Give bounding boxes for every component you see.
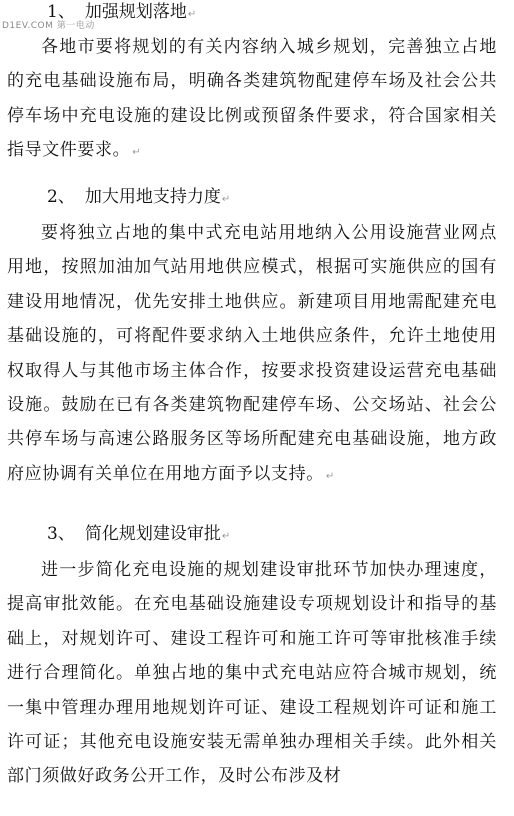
paragraph-mark-icon: ↵ [221,194,231,205]
section-2-title: 加大用地支持力度 [84,187,221,207]
section-1-text: 各地市要将规划的有关内容纳入城乡规划，完善独立占地的充电基础设施布局，明确各类建筑物配建停车场及社会公共停车场中充电设施的建设比例或预留条件要求，符合国家相关指导文件要求。 [7,37,497,161]
paragraph-mark-icon: ↵ [325,470,335,482]
section-3-title: 简化规划建设审批 [84,524,221,544]
section-2-text: 要将独立占地的集中式充电站用地纳入公用设施营业网点用地，按照加油加气站用地供应模式，根据可实施供应的国有建设用地情况，优先安排土地供应。新建项目用地需配建充电基础设施的，可将配件要求纳入土地供应条件，允许土地使用权取得人与其他市场主体合作，按要求投资建设运营充电基础设施。鼓励在已有各类建筑物配建停车场、公交场站、社会公共停车场与高速公路服务区等场所配建充电基础设施，地方政府应协调有关单位在用地方面予以支持。 [7,223,497,484]
paragraph-mark-icon: ↵ [187,9,197,20]
section-2-heading [47,186,230,211]
section-1-paragraph [7,30,497,171]
section-2-paragraph [7,216,497,494]
section-3-paragraph [7,553,497,794]
section-1-heading [47,1,196,26]
section-3-number: 3、 [47,524,75,544]
section-2-number: 2、 [47,187,75,207]
paragraph-mark-icon: ↵ [132,147,142,159]
section-1-title: 加强规划落地 [84,2,187,22]
watermark: D1EV.COM 第一电动 [2,21,95,31]
section-3-text: 进一步简化充电设施的规划建设审批环节加快办理速度，提高审批效能。在充电基础设施建设专项规划设计和指导的基础上，对规划许可、建设工程许可和施工许可等审批核准手续进行合理简化。单独占地的集中式充电站应符合城市规划，统一集中管理办理用地规划许可证、建设工程规划许可证和施工许可证；其他充电设施安装无需单独办理相关手续。此外相关部门须做好政务公开工作，及时公布涉及材 [7,560,497,787]
section-1-number: 1、 [47,2,75,22]
section-3-heading [47,523,230,548]
paragraph-mark-icon: ↵ [221,531,231,542]
